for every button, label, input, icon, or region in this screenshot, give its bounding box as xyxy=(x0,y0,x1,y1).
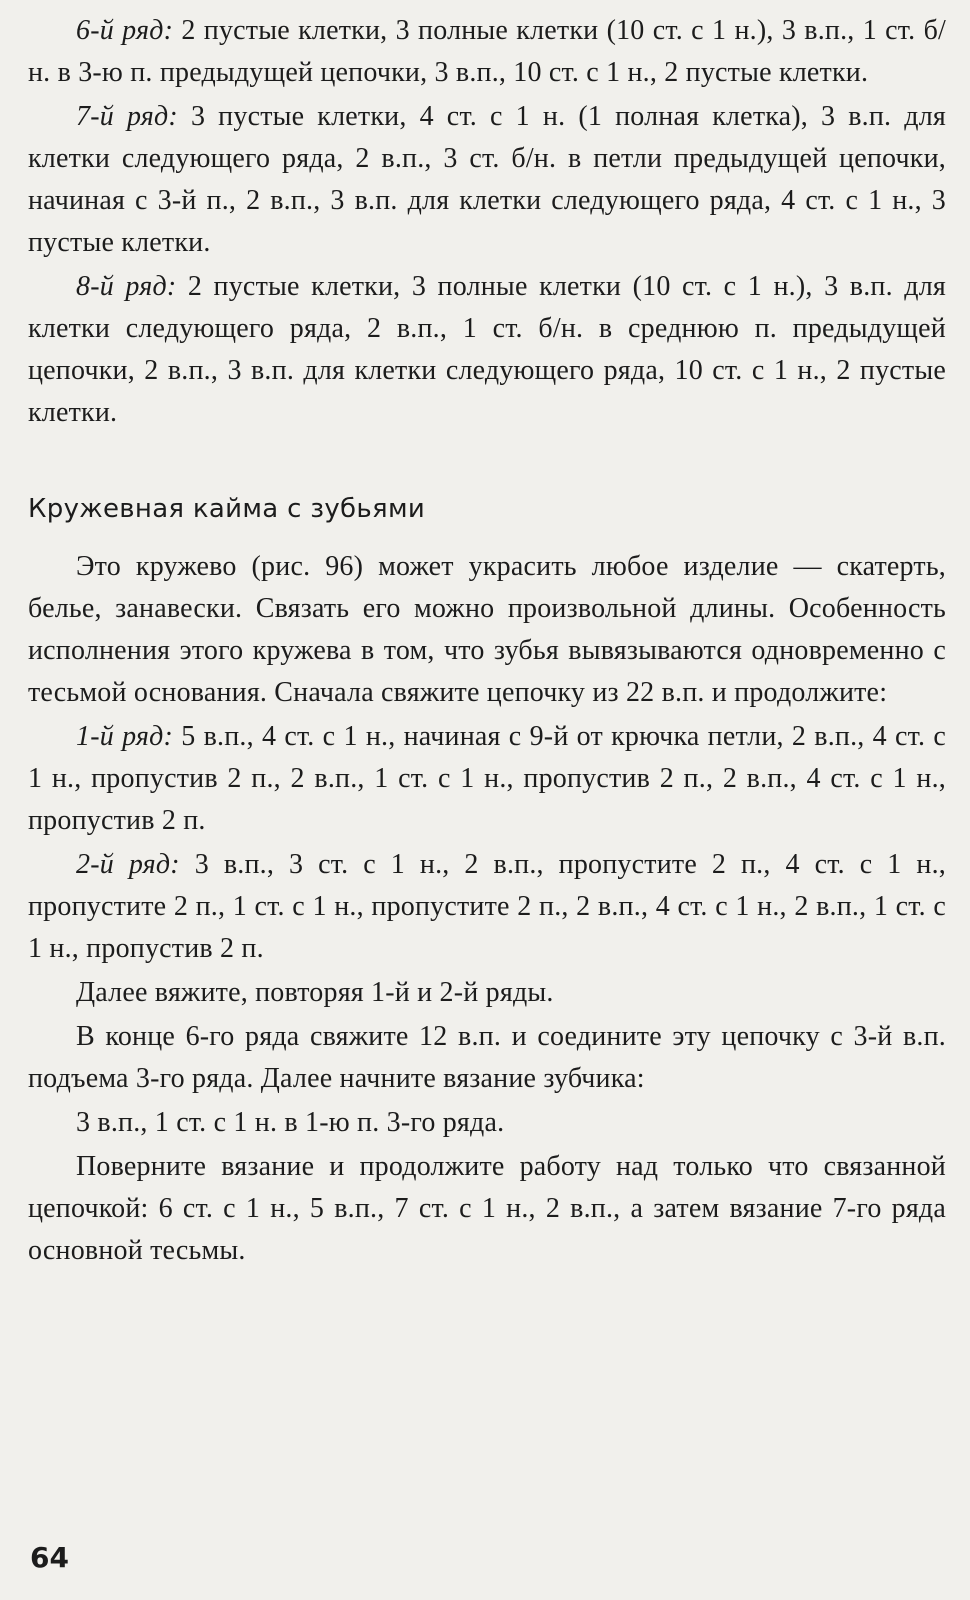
row-text: 2 пустые клетки, 3 полные клетки (10 ст. с 1 н.), 3 в.п., 1 ст. б/н. в 3-ю п. предыдущей цепочки, 3 в.п., 10 ст. с 1 н., 2 пустые клетки. xyxy=(28,15,946,88)
row-6-paragraph xyxy=(28,10,946,94)
intro-paragraph: Это кружево (рис. 96) может украсить любое изделие — скатерть, белье, занавески. Связать его можно произвольной длины. Особенность исполнения этого кружева в том, что зубья вывязываются одновременно с тесьмой основания. Сначала свяжите цепочку из 22 в.п. и продолжите: xyxy=(28,551,946,708)
row-text: 3 в.п., 3 ст. с 1 н., 2 в.п., пропустите 2 п., 4 ст. с 1 н., пропустите 2 п., 1 ст. с 1 н., пропустите 2 п., 2 в.п., 4 ст. с 1 н., 2 в.п., 1 ст. с 1 н., пропустив 2 п. xyxy=(28,849,946,964)
row-label: 2-й ряд: xyxy=(76,849,180,880)
row-text: 3 пустые клетки, 4 ст. с 1 н. (1 полная клетка), 3 в.п. для клетки следующего ряда, 2 в.п., 3 ст. б/н. в петли предыдущей цепочки, начиная с 3-й п., 2 в.п., 3 в.п. для клетки следующего ряда, 4 ст. с 1 н., 3 пустые клетки. xyxy=(28,101,946,258)
row-label: 6-й ряд: xyxy=(76,15,174,46)
row-label: 8-й ряд: xyxy=(76,271,177,302)
body-paragraph: Поверните вязание и продолжите работу над только что связанной цепочкой: 6 ст. с 1 н., 5 в.п., 7 ст. с 1 н., 2 в.п., а затем вязание 7-го ряда основной тесьмы. xyxy=(28,1151,946,1266)
body-paragraph: 3 в.п., 1 ст. с 1 н. в 1-ю п. 3-го ряда. xyxy=(76,1107,505,1138)
body-paragraph: В конце 6-го ряда свяжите 12 в.п. и соедините эту цепочку с 3-й в.п. подъема 3-го ряда. Далее начните вязание зубчика: xyxy=(28,1021,946,1094)
row-text: 2 пустые клетки, 3 полные клетки (10 ст. с 1 н.), 3 в.п. для клетки следующего ряда, 2 в.п., 1 ст. б/н. в среднюю п. предыдущей цепочки, 2 в.п., 3 в.п. для клетки следующего ряда, 10 ст. с 1 н., 2 пустые клетки. xyxy=(28,271,946,428)
row-label: 1-й ряд: xyxy=(76,721,174,752)
row-1-paragraph xyxy=(28,716,946,842)
row-8-paragraph xyxy=(28,266,946,434)
row-label: 7-й ряд: xyxy=(76,101,178,132)
section-title: Кружевная кайма с зубьями xyxy=(28,494,426,524)
page-number: 64 xyxy=(30,1541,69,1574)
body-paragraph: Далее вяжите, повторяя 1-й и 2-й ряды. xyxy=(76,977,554,1008)
row-2-paragraph xyxy=(28,844,946,970)
row-7-paragraph xyxy=(28,96,946,264)
row-text: 5 в.п., 4 ст. с 1 н., начиная с 9-й от крючка петли, 2 в.п., 4 ст. с 1 н., пропустив 2 п., 2 в.п., 1 ст. с 1 н., пропустив 2 п., 2 в.п., 4 ст. с 1 н., пропустив 2 п. xyxy=(28,721,946,836)
